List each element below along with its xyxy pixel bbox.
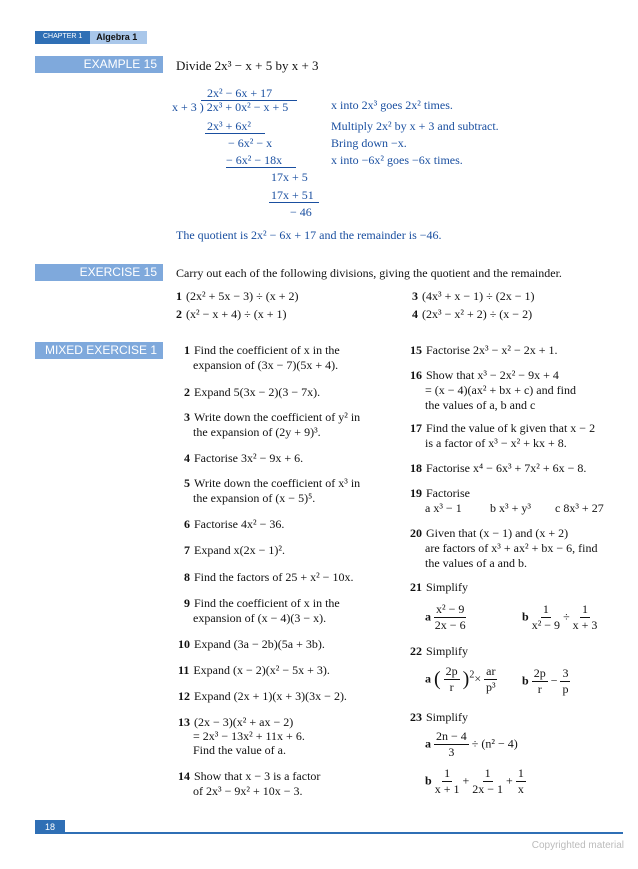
exercise-item: 4 (2x³ − x² + 2) ÷ (x − 2) [412,307,533,321]
mixed-question: 11 Expand (x − 2)(x² − 5x + 3). [178,663,330,677]
mixed-question-line: the expansion of (2y + 9)³. [193,425,321,439]
division-note: Bring down −x. [331,136,407,150]
mixed-question-line: Find the value of a. [193,743,286,757]
chapter-header [35,31,147,44]
mixed-question: 1 Find the coefficient of x in the [184,343,340,357]
chapter-label: CHAPTER 1 [43,33,83,40]
mixed-question-line: of 2x³ − 9x² + 10x − 3. [193,784,303,798]
chapter-title: Algebra 1 [90,31,147,44]
mixed-question: 21 Simplify [410,580,469,594]
mixed-question: 18 Factorise x⁴ − 6x³ + 7x² + 6x − 8. [410,461,587,475]
example-label: EXAMPLE 15 [35,56,163,73]
division-step5: 17x + 51 [271,188,314,202]
copyright-notice: Copyrighted material [531,840,624,851]
example-conclusion: The quotient is 2x² − 6x + 17 and the remainder is −46. [176,228,442,242]
mixed-subpart: a x³ − 1 [425,501,462,515]
example-prompt: Divide 2x³ − x + 5 by x + 3 [176,58,319,73]
mixed-question: 20 Given that (x − 1) and (x + 2) [410,526,569,540]
mixed-question-line: the expansion of (x − 5)⁵. [193,491,316,505]
division-step2: − 6x² − x [228,136,273,150]
mixed-question: 2 Expand 5(3x − 2)(3 − 7x). [184,385,321,399]
mixed-subpart: b $\frac{2p}{r}$ − $\frac{3}{p}$ [522,666,569,696]
mixed-question-line: the values of a, b and c [425,398,536,412]
division-line [269,202,319,203]
mixed-question: 19 Factorise [410,486,470,500]
division-note: x into 2x³ goes 2x² times. [331,98,453,112]
division-quotient: 2x² − 6x + 17 [207,86,273,100]
mixed-subpart: b $\frac{1}{x + 1}$ + $\frac{1}{2x - 1}$ + $\frac{1}{x}$ [425,766,524,796]
mixed-question-line: = (x − 4)(ax² + bx + c) and find [425,383,576,397]
division-step3: − 6x² − 18x [226,153,283,167]
mixed-question: 12 Expand (2x + 1)(x + 3)(3x − 2). [178,689,347,703]
mixed-question-line: is a factor of x³ − x² + kx + 8. [425,436,567,450]
mixed-question: 9 Find the coefficient of x in the [184,596,340,610]
mixed-question: 22 Simplify [410,644,469,658]
division-step6: − 46 [290,205,312,219]
mixed-question: 5 Write down the coefficient of x³ in [184,476,361,490]
mixed-question-line: expansion of (x − 4)(3 − x). [193,611,327,625]
mixed-question: 10 Expand (3a − 2b)(5a + 3b). [178,637,325,651]
mixed-question-line: the values of a and b. [425,556,527,570]
mixed-question-line: are factors of x³ + ax² + bx − 6, find [425,541,598,555]
division-step4: 17x + 5 [271,170,308,184]
exercise-item: 2 (x² − x + 4) ÷ (x + 1) [176,307,287,321]
division-dividend: x + 3 ) 2x³ + 0x² − x + 5 [172,100,289,114]
mixed-subpart: a $\frac{2n - 4}{3}$ ÷ (n² − 4) [425,729,518,759]
mixed-subpart: c 8x³ + 27 [555,501,604,515]
mixed-question: 3 Write down the coefficient of y² in [184,410,361,424]
mixed-question: 6 Factorise 4x² − 36. [184,517,285,531]
division-step1: 2x³ + 6x² [207,119,251,133]
page-number: 18 [35,820,65,834]
exercise-item: 1 (2x² + 5x − 3) ÷ (x + 2) [176,289,299,303]
mixed-question: 4 Factorise 3x² − 9x + 6. [184,451,304,465]
mixed-question: 8 Find the factors of 25 + x² − 10x. [184,570,354,584]
mixed-question: 23 Simplify [410,710,469,724]
mixed-exercise-label: MIXED EXERCISE 1 [35,342,163,359]
division-note: x into −6x² goes −6x times. [331,153,463,167]
mixed-question: 14 Show that x − 3 is a factor [178,769,321,783]
mixed-question: 13 (2x − 3)(x² + ax − 2) [178,715,294,729]
mixed-subpart: a $\frac{\text{x² − 9}}{2x - 6}$ [425,602,466,632]
mixed-subpart: b x³ + y³ [490,501,531,515]
division-line [226,167,296,168]
exercise-intro: Carry out each of the following divisions, giving the quotient and the remainder. [176,266,562,280]
footer-rule [35,832,623,834]
mixed-subpart: a ( $\frac{2p}{r}$ )$^2$× $\frac{ar}{\text{p³}}$ [425,664,496,694]
mixed-question: 17 Find the value of k given that x − 2 [410,421,596,435]
mixed-question-line: expansion of (3x − 7)(5x + 4). [193,358,339,372]
exercise-item: 3 (4x³ + x − 1) ÷ (2x − 1) [412,289,535,303]
mixed-question: 16 Show that x³ − 2x² − 9x + 4 [410,368,559,382]
mixed-subpart: b $\frac{1}{\text{x² − 9}}$ ÷ $\frac{1}{x + 3}$ [522,602,598,632]
exercise-label: EXERCISE 15 [35,264,163,281]
mixed-question: 15 Factorise 2x³ − x² − 2x + 1. [410,343,558,357]
mixed-question-line: = 2x³ − 13x² + 11x + 6. [193,729,305,743]
mixed-question: 7 Expand x(2x − 1)². [184,543,286,557]
division-line [205,133,265,134]
division-note: Multiply 2x² by x + 3 and subtract. [331,119,499,133]
